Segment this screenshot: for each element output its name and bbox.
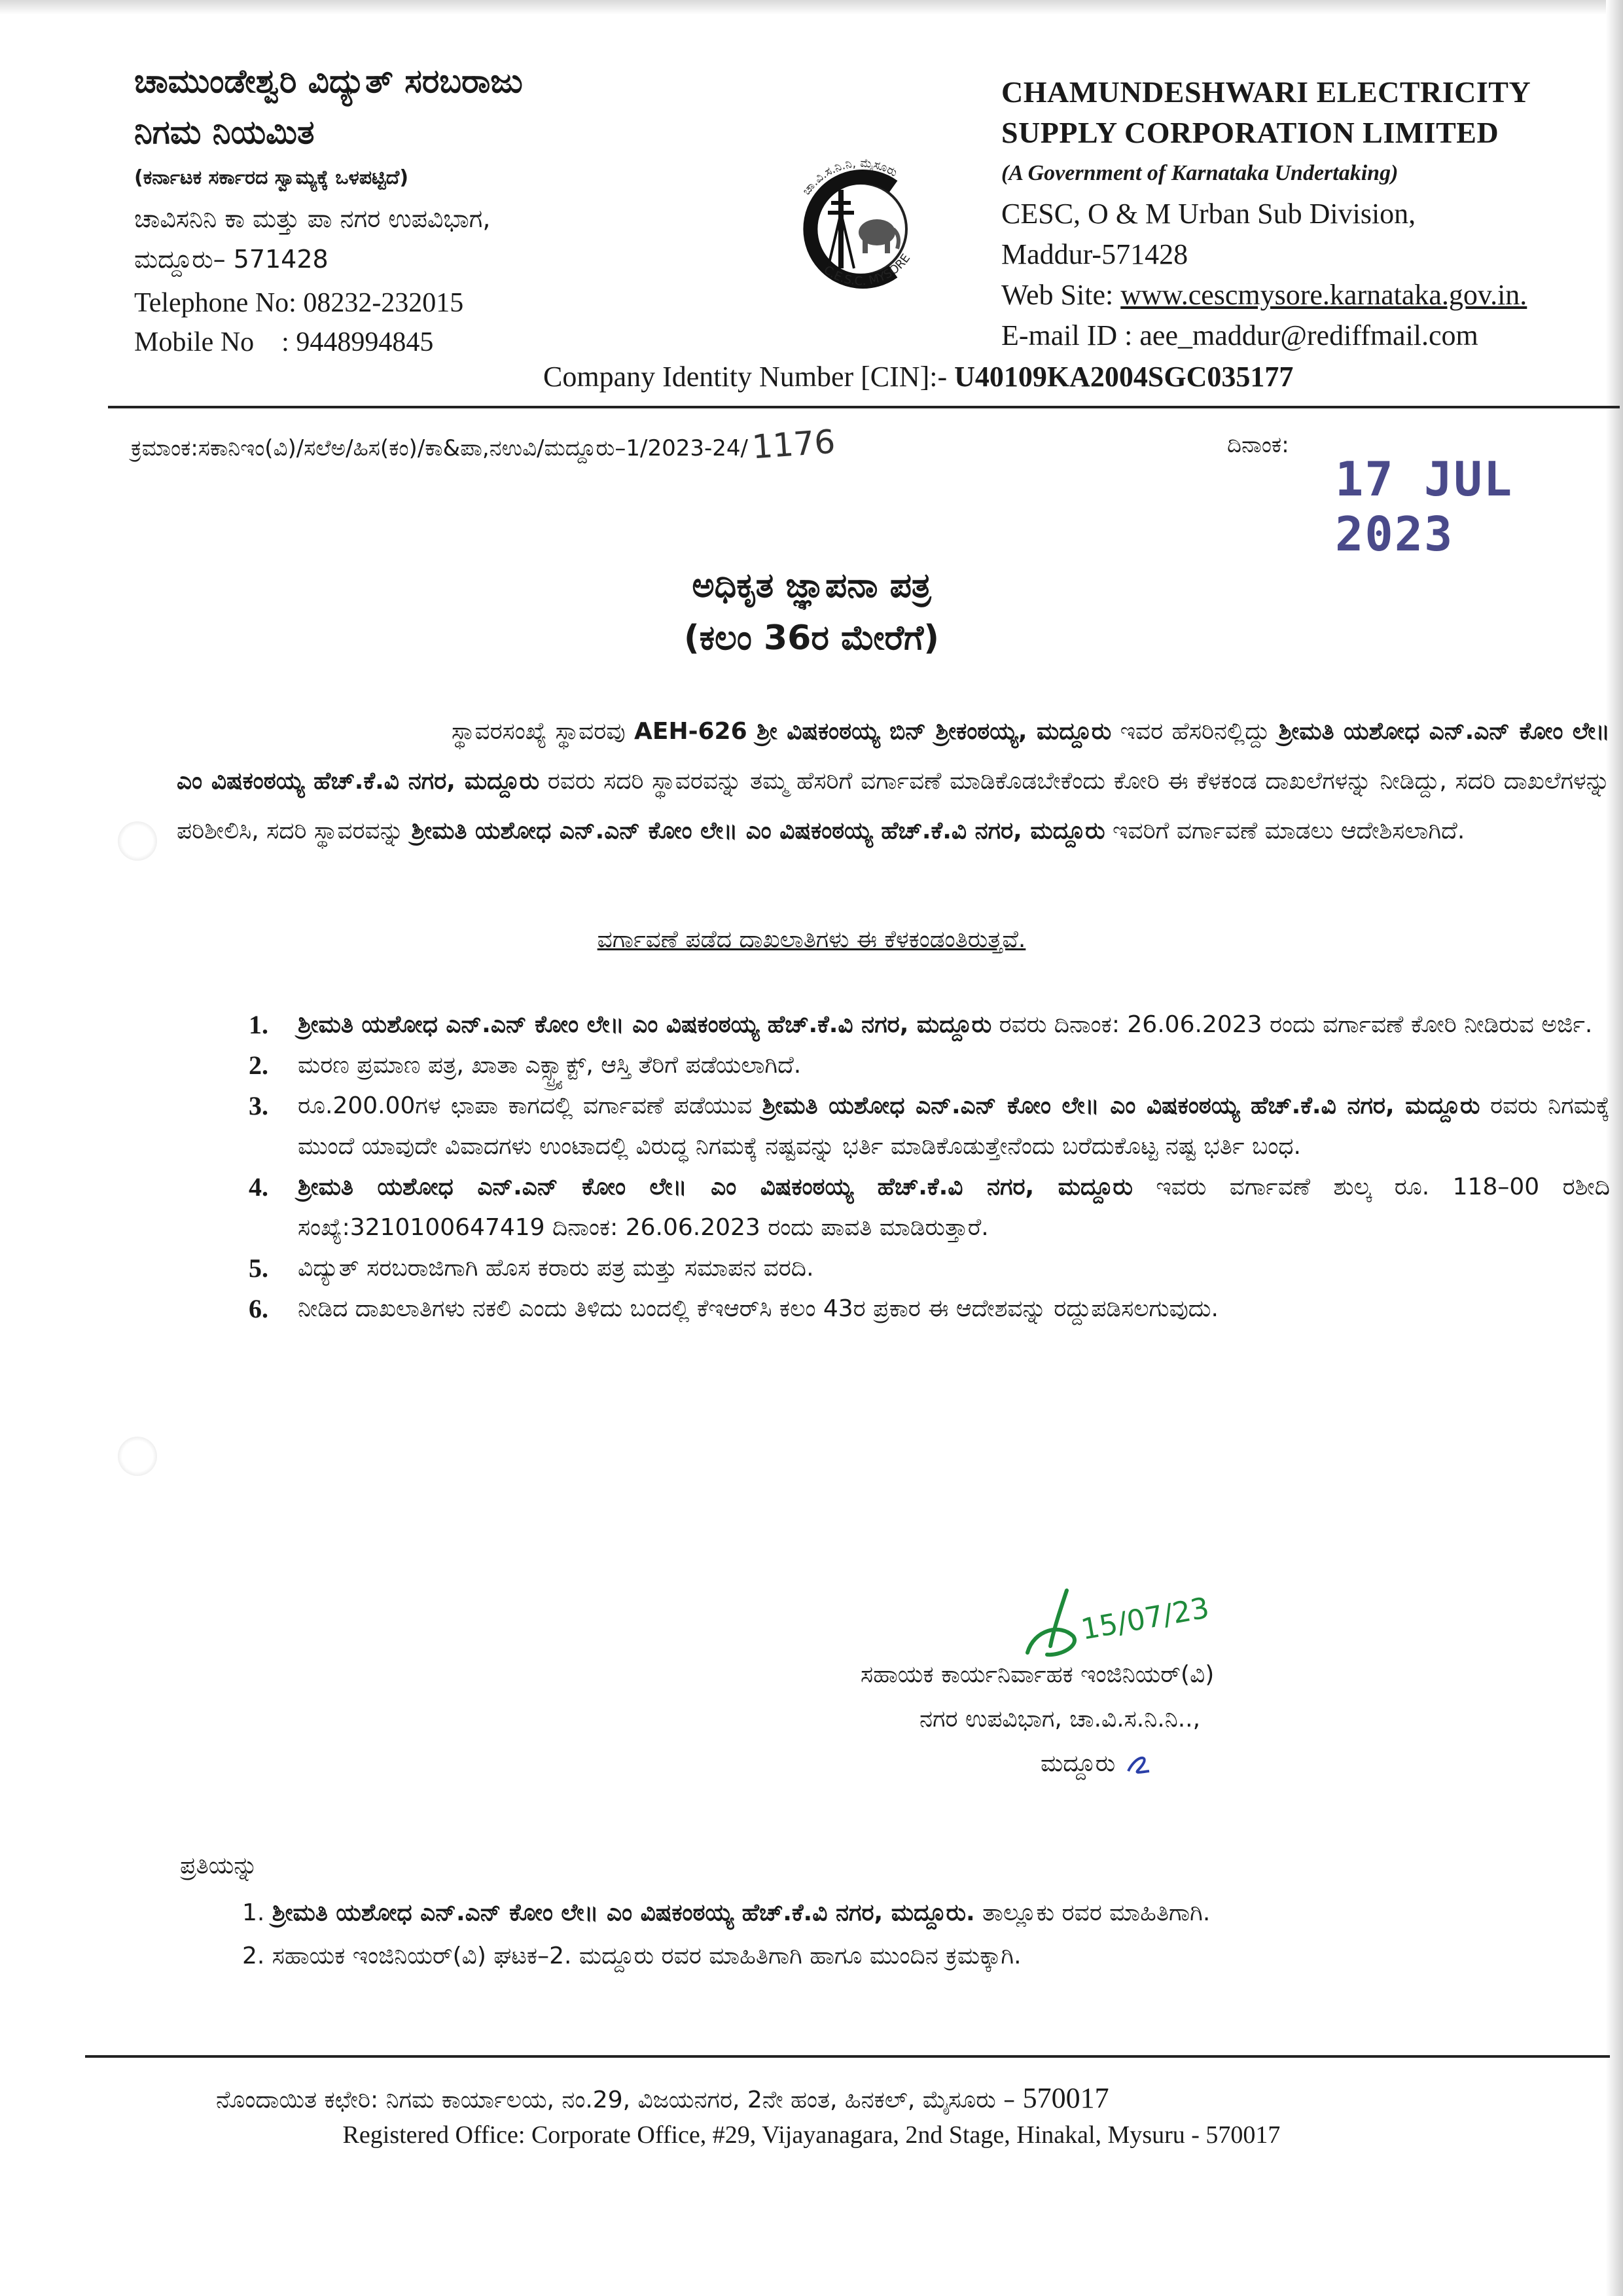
punch-hole — [118, 1437, 157, 1476]
item-text: ಇವರು ವರ್ಗಾವಣೆ ಶುಲ್ಕ ರೂ. 118–00 ರಶೀದಿ ಸಂಖ್ಯೆ:3210100647419 ದಿನಾಂಕ: 26.06.2023 ರಂದು ಪಾವತಿ ಮಾಡಿರುತ್ತಾರೆ. — [298, 1174, 1610, 1241]
date-stamp: 17 JUL 2023 — [1335, 452, 1514, 562]
copy-text: ಸಹಾಯಕ ಇಂಜಿನಿಯರ್(ವಿ) ಘಟಕ–2. ಮದ್ದೂರು ರವರ ಮಾಹಿತಿಗಾಗಿ ಹಾಗೂ ಮುಂದಿನ ಕ್ರಮಕ್ಕಾಗಿ. — [272, 1943, 1022, 1969]
para-installation: AEH-626 ಶ್ರೀ ವಿಷಕಂಠಯ್ಯ ಬಿನ್ ಶ್ರೀಕಂಠಯ್ಯ, ಮದ್ದೂರು — [633, 718, 1112, 745]
para-text-a: ಸ್ಥಾವರಸಂಖ್ಯೆ ಸ್ಥಾವರವು — [452, 718, 634, 745]
cin-value: U40109KA2004SGC035177 — [954, 361, 1294, 393]
header-kannada — [134, 56, 723, 362]
item-text-2: ರವರು ನಿಗಮಕ್ಕೆ ಮುಂದೆ ಯಾವುದೇ ವಿವಾದಗಳು ಉಂಟಾದಲ್ಲಿ ವಿರುದ್ಧ ನಿಗಮಕ್ಕೆ ನಷ್ಟವನ್ನು ಭರ್ತಿ ಮಾಡಿಕೊಡುತ್ತೇನೆಂದು ಬರೆದುಕೊಟ್ಟ ನಷ್ಟ ಭರ್ತಿ ಬಂಧ. — [298, 1092, 1610, 1160]
document-title: ಅಧಿಕೃತ ಜ್ಞಾಪನಾ ಪತ್ರ — [692, 566, 931, 605]
signature-date: 15/07/23 — [1079, 1591, 1212, 1647]
reference-text: ಕ್ರಮಾಂಕ:ಸಕಾನಿಇಂ(ವಿ)/ಸಲೆಅ/ಹಿಸ(ಕಂ)/ಕಾ&ಪಾ,ನಉವಿ/ಮದ್ದೂರು–1/2023-24/ — [131, 435, 748, 461]
para-applicant-2: ಶ್ರೀಮತಿ ಯಶೋಧ ಎನ್.ಎನ್ ಕೋಂ ಲೇ॥ ಎಂ ವಿಷಕಂಠಯ್ಯ ಹೆಚ್.ಕೆ.ವಿ ನಗರ, ಮದ್ದೂರು — [411, 817, 1105, 844]
list-item — [249, 1289, 1610, 1329]
kn-city: ಮದ್ದೂರು– 571428 — [134, 245, 329, 274]
logo-text-top: ಚಾ.ವಿ.ಸ.ನಿ.ನಿ, ಮೈಸೂರು — [799, 156, 900, 198]
item-text: ರೂ.200.00ಗಳ ಛಾಪಾ ಕಾಗದಲ್ಲಿ ವರ್ಗಾವಣೆ ಪಡೆಯುವ — [298, 1092, 762, 1119]
scan-edge-top — [0, 0, 1623, 14]
reference-number — [131, 422, 837, 467]
item-number: 5. — [249, 1253, 268, 1283]
list-item — [249, 1005, 1610, 1045]
kn-org-line1: ಚಾಮುಂಡೇಶ್ವರಿ ವಿದ್ಯುತ್ ಸರಬರಾಜು — [134, 62, 523, 100]
signatory-designation: ಸಹಾಯಕ ಕಾರ್ಯನಿರ್ವಾಹಕ ಇಂಜಿನಿಯರ್(ವಿ) — [861, 1661, 1215, 1688]
mobile: Mobile No : 9448994845 — [134, 327, 434, 357]
header-english — [1001, 72, 1603, 356]
copies-list — [242, 1892, 1603, 1978]
handwritten-number: 1176 — [751, 422, 837, 467]
company-identity-number — [543, 360, 1293, 393]
logo-text-bottom: C.E.S.C. MYSORE — [821, 251, 914, 289]
kn-org-line2: ನಿಗಮ ನಿಯಮಿತ — [134, 113, 315, 151]
signatory-office: ನಗರ ಉಪವಿಭಾಗ, ಚಾ.ವಿ.ಸ.ನಿ.ನಿ.., — [919, 1706, 1201, 1732]
en-org-line1: CHAMUNDESHWARI ELECTRICITY — [1001, 75, 1531, 109]
item-bold: ಶ್ರೀಮತಿ ಯಶೋಧ ಎನ್.ಎನ್ ಕೋಂ ಲೇ॥ ಎಂ ವಿಷಕಂಠಯ್ಯ ಹೆಚ್.ಕೆ.ವಿ ನಗರ, ಮದ್ದೂರು — [298, 1011, 992, 1038]
documents-list — [249, 1005, 1610, 1329]
date-label: ದಿನಾಂಕ: — [1227, 432, 1289, 458]
footer-english: Registered Office: Corporate Office, #29, Vijayanagara, 2nd Stage, Hinakal, Mysuru - 570017 — [342, 2121, 1281, 2149]
telephone: Telephone No: 08232-232015 — [134, 288, 464, 318]
para-text-g: ಇವರಿಗೆ ವರ್ಗಾವಣೆ ಮಾಡಲು ಆದೇಶಿಸಲಾಗಿದೆ. — [1105, 817, 1465, 844]
list-item — [242, 1892, 1603, 1935]
item-number: 3. — [249, 1091, 268, 1121]
website-line — [1001, 275, 1603, 315]
cin-label: Company Identity Number [CIN]:- — [543, 361, 955, 393]
body-paragraph — [177, 707, 1610, 856]
list-item — [249, 1167, 1610, 1248]
item-number: 4. — [249, 1172, 268, 1202]
signatory-block — [861, 1653, 1214, 1786]
en-undertaking: (A Government of Karnataka Undertaking) — [1001, 161, 1399, 185]
list-item — [249, 1248, 1610, 1289]
item-text: ರವರು ದಿನಾಂಕ: 26.06.2023 ರಂದು ವರ್ಗಾವಣೆ ಕೋರಿ ನೀಡಿರುವ ಅರ್ಜಿ. — [991, 1011, 1593, 1038]
website-link[interactable]: www.cescmysore.karnataka.gov.in. — [1120, 279, 1527, 311]
item-text: ಮರಣ ಪ್ರಮಾಣ ಪತ್ರ, ಖಾತಾ ಎಕ್ಸ್ಟ್ರ್ಯಾಕ್ಟ್, ಆಸ್ತಿ ತೆರಿಗೆ ಪಡೆಯಲಾಗಿದೆ. — [298, 1052, 802, 1079]
copy-number: 1. — [242, 1899, 272, 1926]
item-number: 6. — [249, 1294, 268, 1323]
footer-kannada — [216, 2081, 1109, 2115]
footer-kn-text: ನೊಂದಾಯಿತ ಕಛೇರಿ: ನಿಗಮ ಕಾರ್ಯಾಲಯ, ನಂ.29, ವಿಜಯನಗರ, 2ನೇ ಹಂತ, ಹಿನಕಲ್, ಮೈಸೂರು – — [216, 2087, 1023, 2113]
item-text: ನೀಡಿದ ದಾಖಲಾತಿಗಳು ನಕಲಿ ಎಂದು ತಿಳಿದು ಬಂದಲ್ಲಿ ಕೆಇಆರ್‌ಸಿ ಕಲಂ 43ರ ಪ್ರಕಾರ ಈ ಆದೇಶವನ್ನು ರದ್ದುಪಡಿಸಲಗುವುದು. — [298, 1295, 1219, 1322]
documents-subheading: ವರ್ಗಾವಣೆ ಪಡೆದ ದಾಖಲಾತಿಗಳು ಈ ಕೆಳಕಂಡಂತಿರುತ್ತವೆ. — [597, 926, 1026, 953]
copies-label: ಪ್ರತಿಯನ್ನು — [180, 1852, 258, 1879]
email-line[interactable]: E-mail ID : aee_maddur@rediffmail.com — [1001, 319, 1478, 351]
para-text-c: ಇವರ ಹೆಸರಿನಲ್ಲಿದ್ದು — [1111, 718, 1279, 745]
copy-bold: ಶ್ರೀಮತಿ ಯಶೋಧ ಎನ್.ಎನ್ ಕೋಂ ಲೇ॥ ಎಂ ವಿಷಕಂಠಯ್ಯ ಹೆಚ್.ಕೆ.ವಿ ನಗರ, ಮದ್ದೂರು. — [272, 1899, 975, 1926]
item-number: 2. — [249, 1050, 268, 1080]
copy-number: 2. — [242, 1943, 272, 1969]
para-applicant: ಶ್ರೀಮತಿ ಯಶೋಧ ಎನ್.ಎನ್ ಕೋಂ ಲೇ॥ ಎಂ ವಿಷಕಂಠಯ್ಯ ಹೆಚ್.ಕೆ.ವಿ ನಗರ, ಮದ್ದೂರು — [177, 718, 1610, 795]
en-office: CESC, O & M Urban Sub Division, — [1001, 198, 1416, 230]
copy-text: ತಾಲ್ಲೂಕು ರವರ ಮಾಹಿತಿಗಾಗಿ. — [974, 1899, 1211, 1926]
place-text: ಮದ್ದೂರು — [1041, 1750, 1116, 1777]
cesc-logo — [779, 147, 942, 311]
document-subtitle: (ಕಲಂ 36ರ ಮೇರೆಗೆ) — [683, 619, 940, 658]
header-divider — [108, 406, 1620, 408]
list-item — [242, 1935, 1603, 1978]
website-label: Web Site: — [1001, 279, 1121, 311]
en-org-line2: SUPPLY CORPORATION LIMITED — [1001, 116, 1499, 149]
initial-mark — [1123, 1751, 1156, 1778]
item-number: 1. — [249, 1010, 268, 1039]
footer-divider — [85, 2055, 1610, 2058]
item-bold: ಶ್ರೀಮತಿ ಯಶೋಧ ಎನ್.ಎನ್ ಕೋಂ ಲೇ॥ ಎಂ ವಿಷಕಂಠಯ್ಯ ಹೆಚ್.ಕೆ.ವಿ ನಗರ, ಮದ್ದೂರು — [298, 1174, 1133, 1200]
footer-pin: 570017 — [1022, 2082, 1109, 2114]
item-text: ವಿದ್ಯುತ್ ಸರಬರಾಜಿಗಾಗಿ ಹೊಸ ಕರಾರು ಪತ್ರ ಮತ್ತು ಸಮಾಪನ ವರದಿ. — [298, 1255, 814, 1282]
para-text-e: ರವರು ಸದರಿ ಸ್ಥಾವರವನ್ನು ತಮ್ಮ ಹೆಸರಿಗೆ ವರ್ಗಾವಣೆ ಮಾಡಿಕೊಡಬೇಕೆಂದು ಕೋರಿ ಈ ಕೆಳಕಂಡ ದಾಖಲೆಗಳನ್ನು ನೀಡಿದ್ದು, ಸದರಿ ದಾಖಲೆಗಳನ್ನು ಪರಿಶೀಲಿಸಿ, ಸದರಿ ಸ್ಥಾವರವನ್ನು — [177, 768, 1610, 844]
kn-undertaking: (ಕರ್ನಾಟಕ ಸರ್ಕಾರದ ಸ್ವಾಮ್ಯಕ್ಕೆ ಒಳಪಟ್ಟಿದೆ) — [134, 166, 409, 189]
item-bold: ಶ್ರೀಮತಿ ಯಶೋಧ ಎನ್.ಎನ್ ಕೋಂ ಲೇ॥ ಎಂ ವಿಷಕಂಠಯ್ಯ ಹೆಚ್.ಕೆ.ವಿ ನಗರ, ಮದ್ದೂರು — [762, 1092, 1480, 1119]
list-item — [249, 1045, 1610, 1086]
list-item — [249, 1086, 1610, 1167]
signatory-place — [861, 1742, 1214, 1786]
en-city: Maddur-571428 — [1001, 238, 1188, 270]
punch-hole — [118, 821, 157, 861]
kn-office: ಚಾವಿಸನಿನಿ ಕಾ ಮತ್ತು ಪಾ ನಗರ ಉಪವಿಭಾಗ, — [134, 204, 491, 233]
